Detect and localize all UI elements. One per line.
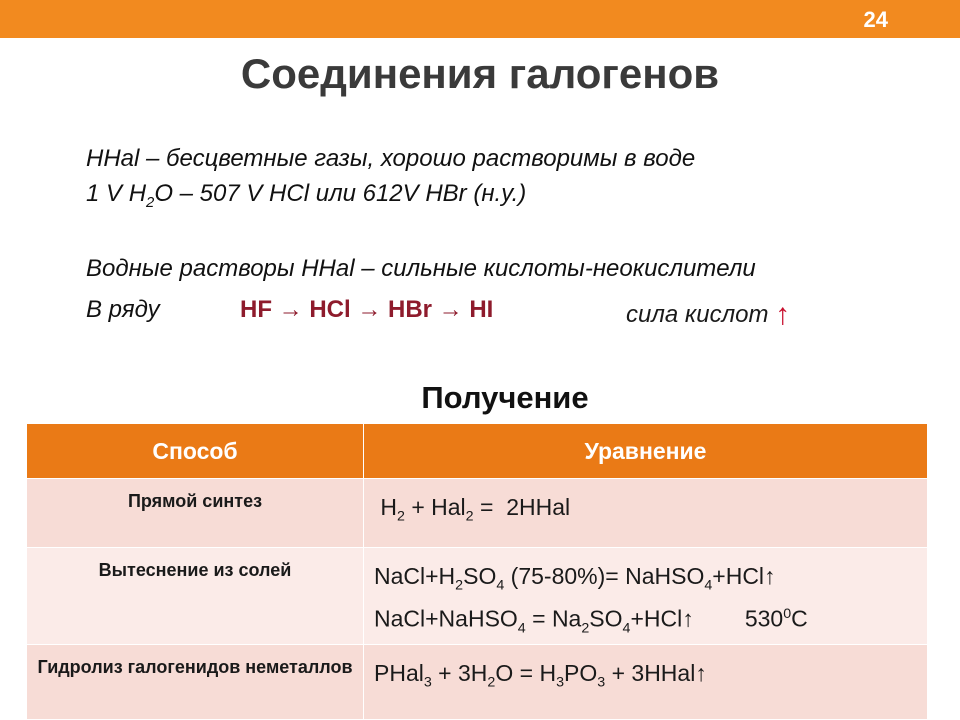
equation-direct-synthesis: $H_2 + Hal_2$ = 2HHal bbox=[374, 494, 571, 525]
acid-strength-label: сила кислот bbox=[626, 301, 776, 328]
equation-hydrolysis: PHal$_3$ + $3H_2O = H_3PO_3$ + 3HHal↑ bbox=[374, 660, 707, 691]
acid-strength bbox=[626, 296, 790, 330]
intro-line-3: Водные растворы HHal – сильные кислоты-неокислители bbox=[86, 255, 756, 282]
arrow-up-icon: ↑ bbox=[775, 298, 791, 331]
intro-line-2-sub: 2 bbox=[146, 194, 155, 211]
series-label: В ряду bbox=[86, 296, 160, 323]
equation-cell bbox=[364, 645, 928, 720]
method-cell: Прямой синтез bbox=[27, 479, 364, 548]
header-method: Способ bbox=[27, 424, 364, 479]
intro-line-1: HHal – бесцветные газы, хорошо растворимы в воде bbox=[86, 145, 696, 172]
section-title: Получение bbox=[421, 380, 589, 415]
table-row bbox=[27, 645, 928, 720]
intro-line-2 bbox=[86, 180, 526, 211]
acid-series: HF → HCl → HBr → HI bbox=[240, 296, 494, 323]
table-header-row bbox=[27, 424, 928, 479]
methods-table bbox=[26, 423, 928, 720]
top-bar bbox=[0, 0, 960, 38]
method-cell: Вытеснение из солей bbox=[27, 548, 364, 645]
slide-title: Соединения галогенов bbox=[240, 50, 720, 97]
equation-cell bbox=[364, 548, 928, 645]
table-row bbox=[27, 479, 928, 548]
intro-line-2-part2: O – 507 V HCl или 612V HBr (н.у.) bbox=[154, 180, 527, 207]
table-row bbox=[27, 548, 928, 645]
equation-displacement-1: $NaCl+H_2SO_4$ (75-80%)= NaHSO$_4$+HCl↑ bbox=[374, 563, 776, 594]
header-equation: Уравнение bbox=[364, 424, 928, 479]
equation-cell bbox=[364, 479, 928, 548]
equation-displacement-2: NaCl+NaHSO$_4$ = $Na_2SO_4+HCl↑$ $530^0C$ bbox=[374, 605, 808, 636]
intro-line-2-part1: 1 V H bbox=[86, 180, 147, 207]
method-cell: Гидролиз галогенидов неметаллов bbox=[27, 645, 364, 720]
slide-number: 24 bbox=[863, 7, 888, 32]
